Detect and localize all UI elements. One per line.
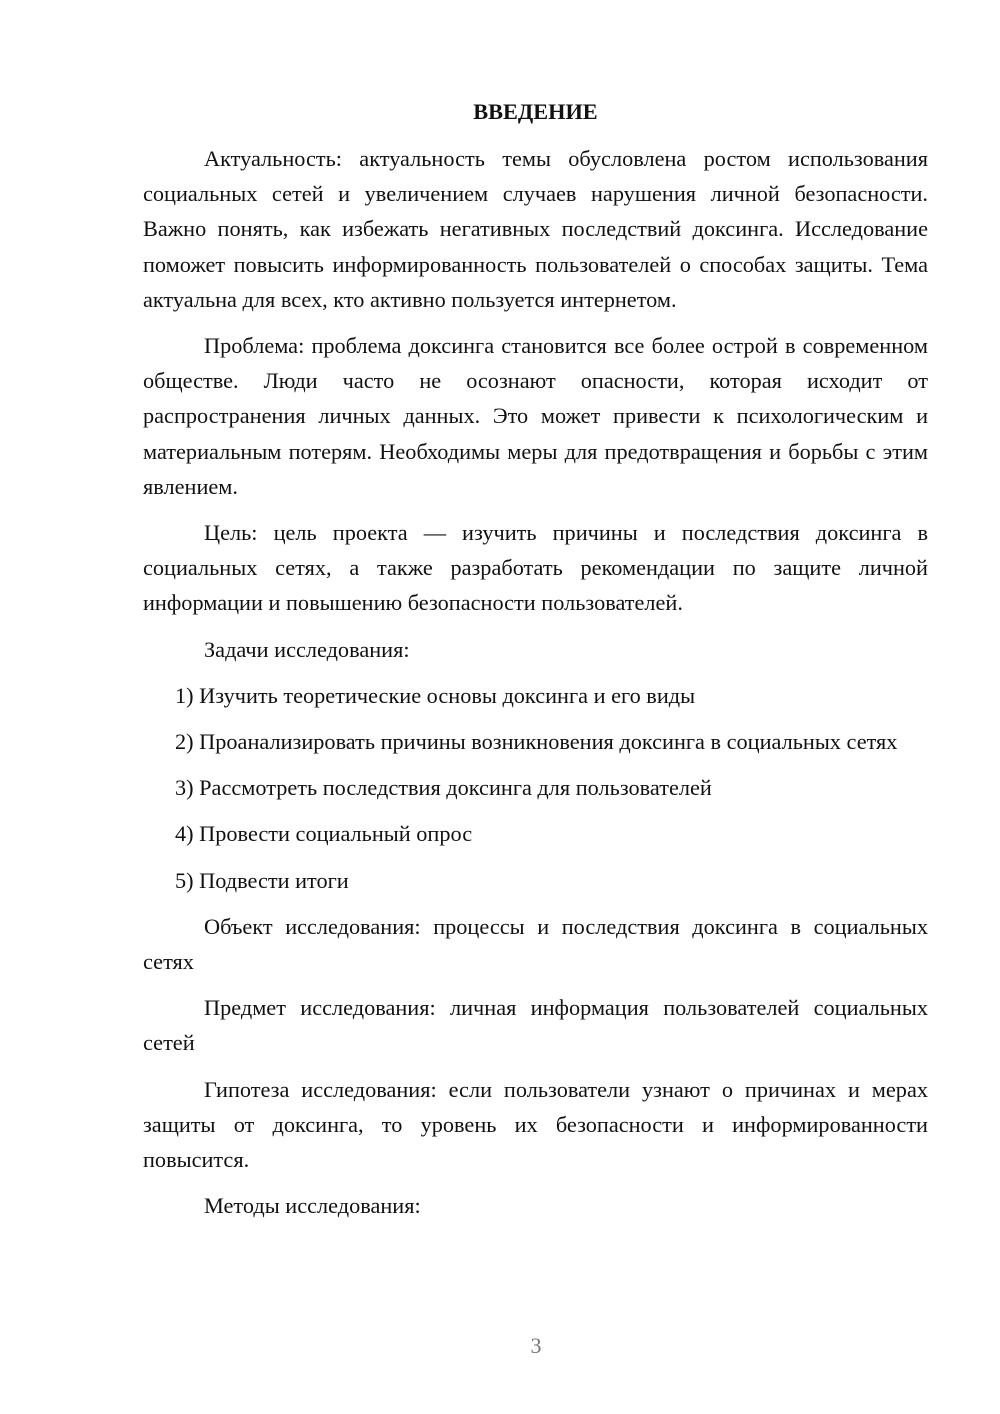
subject-paragraph: Предмет исследования: личная информация пользователей социальных сетей (143, 995, 928, 1056)
tasks-heading: Задачи исследования: (204, 636, 410, 662)
task-item: 4) Провести социальный опрос (175, 821, 473, 847)
hypothesis-paragraph: Гипотеза исследования: если пользователи узнают о причинах и мерах защиты от доксинга, то уровень их безопасности и информированности повысится. (143, 1076, 928, 1173)
document-page (143, 95, 928, 1223)
problem-paragraph: Проблема: проблема доксинга становится все более острой в современном обществе. Люди часто не осознают опасности, которая исходит от распространения личных данных. Это может привести к психологическим и материальным потерям. Необходимы меры для предотвращения и борьбы с этим явлением. (143, 333, 928, 499)
task-item: 1) Изучить теоретические основы доксинга и его виды (175, 682, 696, 708)
object-paragraph: Объект исследования: процессы и последствия доксинга в социальных сетях (143, 913, 928, 975)
methods-heading: Методы исследования: (204, 1193, 421, 1219)
page-number: 3 (530, 1333, 542, 1358)
goal-paragraph: Цель: цель проекта — изучить причины и последствия доксинга в социальных сетях, а также разработать рекомендации по защите личной информации и повышению безопасности пользователей. (143, 520, 928, 616)
task-item: 5) Подвести итоги (175, 867, 349, 893)
section-title: ВВЕДЕНИЕ (473, 99, 598, 124)
relevance-paragraph: Актуальность: актуальность темы обусловлена ростом использования социальных сетей и увеличением случаев нарушения личной безопасности. Важно понять, как избежать негативных последствий доксинга. Исследование поможет повысить информированность пользователей о способах защиты. Тема актуальна для всех, кто активно пользуется интернетом. (143, 146, 928, 312)
task-item: 3) Рассмотреть последствия доксинга для пользователей (175, 775, 712, 801)
task-item: 2) Проанализировать причины возникновения доксинга в социальных сетях (175, 729, 898, 755)
